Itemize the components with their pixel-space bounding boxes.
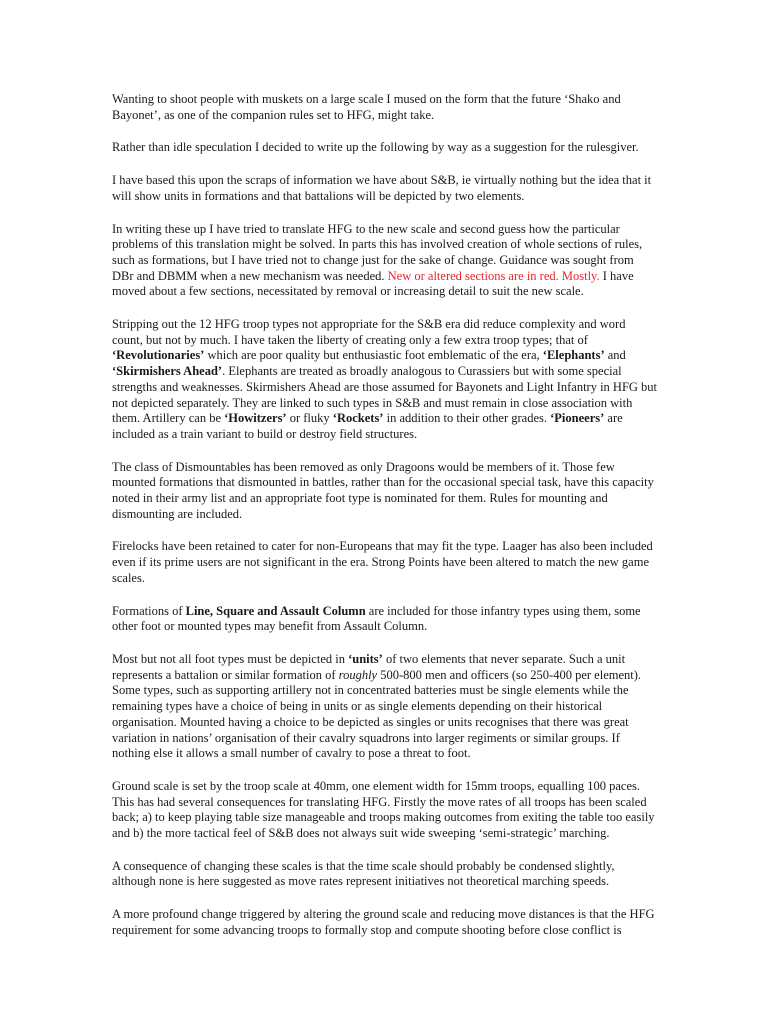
text-run: are included for those infantry types using them, some other foot or mounted types may benefit from Assault Column. (112, 603, 641, 634)
emphasis-roughly: roughly (338, 667, 378, 682)
paragraph-basis: I have based this upon the scraps of information we have about S&B, ie virtually nothing but the idea that it will show units in formations and that battalions will be depicted by two elements. (112, 173, 652, 203)
text-run: Most but not all foot types must be depicted in (112, 651, 349, 666)
paragraph-dismountables: The class of Dismountables has been removed as only Dragoons would be members of it. Those few mounted formations that dismounted in battles, rather than for the occasional special task, have this capacity noted in their army list and an appropriate foot type is nominated for them. Rules for mounting and dismounting are included. (112, 459, 654, 521)
term-pioneers: ‘Pioneers’ (550, 411, 605, 426)
term-formations: Line, Square and Assault Column (185, 603, 366, 618)
text-run: and (604, 348, 626, 363)
text-run: Stripping out the 12 HFG troop types not appropriate for the S&B era did reduce complexity and word count, but not by much. I have taken the liberty of creating only a few extra troop types; that of (112, 317, 626, 347)
text-run: I have moved about a few sections, necessitated by removal or increasing detail to suit the new scale. (112, 268, 634, 299)
text-run: which are poor quality but enthusiastic foot emblematic of the era, (204, 348, 543, 363)
paragraph-translation (112, 222, 658, 301)
red-note: New or altered sections are in red. Mostly. (387, 268, 600, 283)
text-run: or fluky (286, 411, 333, 426)
paragraph-units (112, 652, 658, 762)
term-skirmishers-ahead: ‘Skirmishers Ahead’ (112, 364, 223, 379)
text-run: . Elephants are treated as broadly analogous to Curassiers but with some special strengths and weaknesses. Skirmishers Ahead are those assumed for Bayonets and Light Infantry in HFG but not depicted separately. They are linked to such types in S&B and must remain in close association with them. Artillery can be (112, 364, 658, 426)
paragraph-troop-types (112, 317, 658, 443)
text-run: in addition to their other grades. (383, 411, 551, 426)
paragraph-profound-change: A more profound change triggered by altering the ground scale and reducing move distances is that the HFG requirement for some advancing troops to formally stop and compute shooting before close conflict is (112, 907, 655, 937)
term-howitzers: ‘Howitzers’ (224, 411, 287, 426)
term-units: ‘units’ (348, 651, 383, 666)
term-rockets: ‘Rockets’ (332, 411, 384, 426)
term-elephants: ‘Elephants’ (542, 348, 605, 363)
text-run: of two elements that never separate. Such a unit represents a battalion or similar formation of (112, 651, 626, 682)
paragraph-firelocks: Firelocks have been retained to cater for non-Europeans that may fit the type. Laager has also been included even if its prime users are not significant in the era. Strong Points have been altered to match the new game scales. (112, 539, 653, 585)
text-run: Formations of (112, 603, 186, 618)
paragraph-speculation: Rather than idle speculation I decided to write up the following by way as a suggestion for the rulesgiver. (112, 140, 639, 155)
text-run: are included as a train variant to build or destroy field structures. (112, 411, 623, 441)
paragraph-intro: Wanting to shoot people with muskets on a large scale I mused on the form that the future ‘Shako and Bayonet’, as one of the companion rules set to HFG, might take. (112, 92, 621, 122)
paragraph-time-scale: A consequence of changing these scales is that the time scale should probably be condensed slightly, although none is here suggested as move rates represent initiatives not theoretical marching speeds. (112, 858, 615, 889)
paragraph-formations (112, 604, 658, 635)
text-run: 500-800 men and officers (so 250-400 per element). Some types, such as supporting artillery not in concentrated batteries must be single elements while the remaining types have a choice of being in units or as single elements depending on their historical organisation. Mounted having a choice to be depicted as singles or units recognises that there was great variation in nations’ organisation of their cavalry squadrons into larger regiments or similar groups. If nothing else it allows a small number of cavalry to pose a threat to foot. (112, 667, 642, 761)
paragraph-ground-scale: Ground scale is set by the troop scale at 40mm, one element width for 15mm troops, equalling 100 paces. This has had several consequences for translating HFG. Firstly the move rates of all troops has been scaled back; a) to keep playing table size manageable and troops making outcomes from exiting the table too easily and b) the more tactical feel of S&B does not always suit wide sweeping ‘semi-strategic’ marching. (112, 778, 655, 841)
text-run: In writing these up I have tried to translate HFG to the new scale and second guess how the particular problems of this translation might be solved. In parts this has involved creation of whole sections of rules, such as formations, but I have tried not to change just for the sake of change. Guidance was sought from DBr and DBMM when a new mechanism was needed. (112, 221, 643, 283)
term-revolutionaries: ‘Revolutionaries’ (112, 348, 205, 363)
